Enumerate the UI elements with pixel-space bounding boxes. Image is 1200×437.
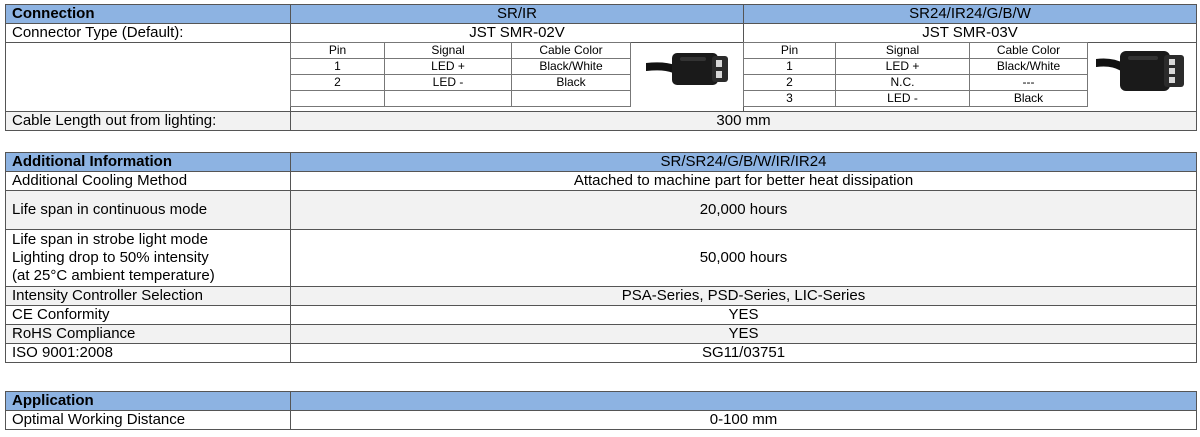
row-label: CE Conformity	[6, 306, 291, 325]
pin-signal: N.C.	[836, 75, 970, 91]
table-row	[744, 75, 1088, 91]
connection-header-label: Connection	[6, 5, 291, 24]
application-section	[5, 391, 1196, 430]
row-label: Intensity Controller Selection	[6, 287, 291, 306]
row-value: SG11/03751	[291, 344, 1197, 363]
connector-type-label: Connector Type (Default):	[6, 24, 291, 43]
row-label-line: (at 25°C ambient temperature)	[12, 267, 215, 284]
signal-header: Signal	[385, 43, 512, 59]
pin-table-header	[291, 43, 631, 59]
pin-cable-color: Black	[512, 75, 631, 91]
pin-table-2pin	[290, 42, 631, 107]
connection-header-sr24: SR24/IR24/G/B/W	[744, 5, 1197, 24]
pin-number: 2	[291, 75, 385, 91]
pin-signal: LED +	[385, 59, 512, 75]
additional-info-header-label: Additional Information	[6, 153, 291, 172]
table-row	[6, 191, 1197, 230]
cable-length-value: 300 mm	[291, 112, 1197, 131]
connection-header-row	[6, 5, 1197, 24]
row-label: ISO 9001:2008	[6, 344, 291, 363]
pin-cable-color: Black/White	[512, 59, 631, 75]
cable-color-header: Cable Color	[512, 43, 631, 59]
table-row	[6, 344, 1197, 363]
pin-table-sr24-cell	[744, 43, 1197, 112]
pin-signal: LED -	[385, 75, 512, 91]
connection-table	[5, 4, 1197, 131]
pin-header: Pin	[291, 43, 385, 59]
row-value: YES	[291, 325, 1197, 344]
connector-type-sr24: JST SMR-03V	[744, 24, 1197, 43]
table-row	[744, 91, 1088, 107]
pin-table-sr-ir-cell	[291, 43, 744, 112]
pin-table-3pin	[743, 42, 1088, 107]
table-row	[291, 91, 631, 107]
row-value: PSA-Series, PSD-Series, LIC-Series	[291, 287, 1197, 306]
connection-header-sr-ir: SR/IR	[291, 5, 744, 24]
pin-cable-color: ---	[970, 75, 1088, 91]
row-label: Life span in continuous mode	[6, 191, 291, 230]
table-row	[6, 287, 1197, 306]
application-header-row	[6, 392, 1197, 411]
table-row	[291, 59, 631, 75]
additional-info-table	[5, 152, 1197, 363]
pin-table-header	[744, 43, 1088, 59]
table-row	[291, 75, 631, 91]
row-value: YES	[291, 306, 1197, 325]
connector-type-row	[6, 24, 1197, 43]
pin-number: 1	[744, 59, 836, 75]
table-row	[6, 172, 1197, 191]
pin-assignment-label-cell	[6, 43, 291, 112]
table-row	[6, 325, 1197, 344]
pin-cable-color: Black	[970, 91, 1088, 107]
pin-signal: LED -	[836, 91, 970, 107]
row-label-line: Life span in strobe light mode	[12, 231, 208, 248]
pin-number: 3	[744, 91, 836, 107]
table-row	[744, 59, 1088, 75]
row-value: 0-100 mm	[291, 411, 1197, 430]
row-label-line: Lighting drop to 50% intensity	[12, 249, 209, 266]
row-value: Attached to machine part for better heat dissipation	[291, 172, 1197, 191]
cable-length-label: Cable Length out from lighting:	[6, 112, 291, 131]
table-row	[6, 230, 1197, 287]
table-row	[6, 411, 1197, 430]
pin-assignment-row	[6, 43, 1197, 112]
connection-section	[5, 4, 1196, 131]
cable-color-header: Cable Color	[970, 43, 1088, 59]
additional-info-header-row	[6, 153, 1197, 172]
table-row	[6, 306, 1197, 325]
row-label: Additional Cooling Method	[6, 172, 291, 191]
connector-3pin-image	[1096, 45, 1192, 105]
application-table	[5, 391, 1197, 430]
additional-info-section	[5, 152, 1196, 363]
row-label-multiline	[6, 230, 291, 287]
pin-number: 2	[744, 75, 836, 91]
connector-2pin-image	[646, 45, 734, 97]
pin-signal: LED +	[836, 59, 970, 75]
application-header-label: Application	[6, 392, 291, 411]
pin-number: 1	[291, 59, 385, 75]
row-value: 50,000 hours	[291, 230, 1197, 287]
row-value: 20,000 hours	[291, 191, 1197, 230]
pin-cable-color: Black/White	[970, 59, 1088, 75]
cable-length-row	[6, 112, 1197, 131]
row-label: Optimal Working Distance	[6, 411, 291, 430]
additional-info-header-value: SR/SR24/G/B/W/IR/IR24	[291, 153, 1197, 172]
connector-type-sr-ir: JST SMR-02V	[291, 24, 744, 43]
row-label: RoHS Compliance	[6, 325, 291, 344]
application-header-value	[291, 392, 1197, 411]
pin-header: Pin	[744, 43, 836, 59]
signal-header: Signal	[836, 43, 970, 59]
